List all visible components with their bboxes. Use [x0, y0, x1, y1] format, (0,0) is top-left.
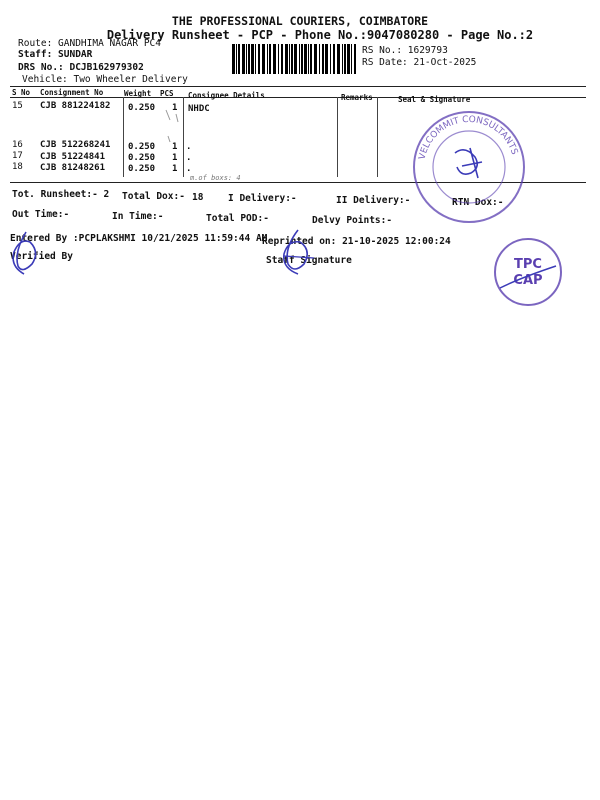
svg-text:CAP: CAP: [513, 273, 543, 288]
col-weight: Weight: [124, 89, 152, 98]
barcode-bar: [337, 44, 340, 74]
barcode-bar: [267, 44, 268, 74]
route-label: Route: GANDHIMA NAGAR PC4: [18, 38, 161, 49]
row-weight: 0.250: [128, 164, 156, 174]
ii-delivery: II Delivery:-: [336, 195, 411, 206]
barcode-bar: [285, 44, 288, 74]
row-weight: 0.250: [128, 153, 156, 163]
i-delivery: I Delivery:-: [228, 193, 297, 204]
barcode-bar: [319, 44, 320, 74]
barcode-bar: [304, 44, 307, 74]
rs-date: RS Date: 21-Oct-2025: [362, 57, 477, 68]
barcode-bar: [342, 44, 343, 74]
stamp1-text: VELCOMMIT CONSULTANTS: [417, 114, 520, 161]
barcode-bar: [262, 44, 265, 74]
barcode-bar: [248, 44, 250, 74]
row-pcs: 1: [172, 142, 178, 152]
col-pcs: PCS: [160, 89, 174, 98]
row-consignee: NHDC: [188, 104, 210, 114]
barcode-bar: [278, 44, 279, 74]
row-consignee: .: [186, 164, 192, 174]
verified-by: Verified By: [10, 251, 73, 262]
row-pcs: 1: [172, 153, 178, 163]
barcode-bar: [232, 44, 235, 74]
row-sno: 17: [12, 151, 23, 161]
row-consignee: .: [186, 153, 192, 163]
row-consignment: CJB 881224182: [40, 101, 111, 111]
entered-by: Entered By :PCPLAKSHMI 10/21/2025 11:59:44 AM: [10, 233, 268, 244]
table-header-rule: [10, 97, 586, 98]
row-sno: 16: [12, 140, 23, 150]
barcode-bar: [281, 44, 283, 74]
barcode-bar: [354, 44, 356, 74]
staff-signature: Staff Signature: [266, 255, 352, 266]
total-pod: Total POD:-: [206, 213, 269, 224]
barcode-bar: [310, 44, 312, 74]
barcode-bar: [269, 44, 271, 74]
barcode-bar: [301, 44, 303, 74]
staff-signature-mark: [276, 228, 322, 280]
svg-text:TPC: TPC: [514, 257, 542, 272]
barcode-bar: [330, 44, 331, 74]
barcode-bar: [242, 44, 245, 74]
barcode-bar: [314, 44, 317, 74]
col-divider: [337, 97, 338, 177]
col-sno: S No: [12, 88, 31, 97]
col-divider: [123, 97, 124, 177]
barcode-bar: [246, 44, 247, 74]
col-divider: [377, 97, 378, 177]
pen-mark: [160, 106, 190, 146]
tpc-stamp: [492, 236, 564, 308]
rtn-dox: RTN Dox:-: [452, 197, 504, 208]
barcode-bar: [255, 44, 256, 74]
table-top-rule: [10, 86, 586, 87]
drs-number: DRS No.: DCJB162979302: [18, 62, 144, 73]
barcode: [232, 44, 358, 74]
barcode-bar: [351, 44, 352, 74]
barcode-bar: [299, 44, 300, 74]
row-consignment: CJB 51224841: [40, 152, 106, 162]
total-runsheet: Tot. Runsheet:- 2: [12, 189, 110, 200]
barcode-bar: [322, 44, 324, 74]
barcode-bar: [294, 44, 297, 74]
barcode-bar: [291, 44, 293, 74]
handwritten-note: m.of boxs: 4: [190, 174, 241, 182]
barcode-bar: [347, 44, 350, 74]
row-sno: 15: [12, 101, 23, 111]
barcode-bar: [251, 44, 254, 74]
row-sno: 18: [12, 162, 23, 172]
delvy-points: Delvy Points:-: [312, 215, 393, 226]
in-time: In Time:-: [112, 211, 164, 222]
total-dox-value: 18: [192, 192, 204, 203]
row-consignment: CJB 512268241: [40, 140, 111, 150]
barcode-bar: [236, 44, 237, 74]
rs-number: RS No.: 1629793: [362, 45, 448, 56]
row-consignment: CJB 81248261: [40, 163, 106, 173]
row-pcs: 1: [172, 103, 178, 113]
total-dox-label: Total Dox:-: [122, 191, 185, 202]
barcode-bar: [325, 44, 328, 74]
barcode-bar: [258, 44, 260, 74]
row-weight: 0.250: [128, 103, 156, 113]
barcode-bar: [344, 44, 346, 74]
row-pcs: 1: [172, 164, 178, 174]
entered-by-signature: [6, 228, 48, 280]
col-remarks: Remarks: [341, 93, 373, 102]
row-consignee: .: [186, 142, 192, 152]
staff-label: Staff: SUNDAR: [18, 49, 93, 60]
barcode-bar: [308, 44, 309, 74]
barcode-bar: [333, 44, 335, 74]
vehicle-label: Vehicle: Two Wheeler Delivery: [22, 74, 188, 85]
barcode-bar: [238, 44, 240, 74]
company-seal-stamp: [410, 108, 528, 226]
col-seal: Seal & Signature: [398, 95, 471, 104]
row-weight: 0.250: [128, 142, 156, 152]
reprinted-on: Reprinted on: 21-10-2025 12:00:24: [262, 236, 451, 247]
barcode-bar: [289, 44, 290, 74]
col-consignee: Consignee Details: [188, 91, 265, 100]
out-time: Out Time:-: [12, 209, 70, 220]
company-name: THE PROFESSIONAL COURIERS, COIMBATORE: [171, 14, 429, 28]
col-consignment: Consignment No: [40, 88, 104, 97]
barcode-bar: [273, 44, 276, 74]
runsheet-title: Delivery Runsheet - PCP - Phone No.:9047080280 - Page No.:2: [106, 28, 534, 42]
